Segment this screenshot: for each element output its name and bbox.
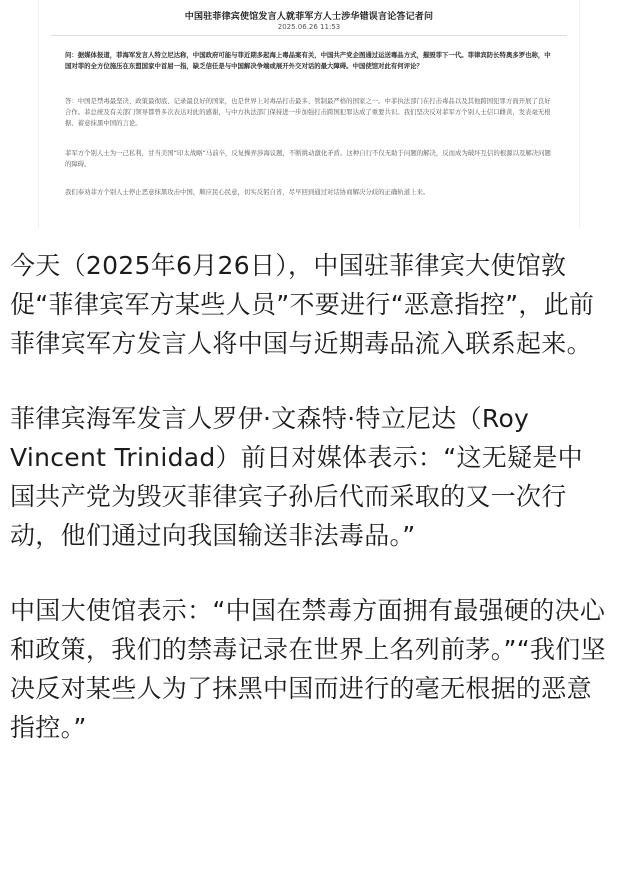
press-release-date: 2025.06.26 11:53 xyxy=(277,23,341,31)
article-paragraph-3: 中国大使馆表示：“中国在禁毒方面拥有最强硬的决心和政策，我们的禁毒记录在世界上名列前茅。”“我们坚决反对某些人为了抹黑中国而进行的毫无根据的恶意指控。” xyxy=(10,596,606,742)
press-release-screenshot xyxy=(38,0,580,228)
press-release-title: 中国驻菲律宾使馆发言人就菲军方人士涉华错误言论答记者问 xyxy=(184,12,434,22)
press-release-answer-1: 答：中国是禁毒最坚决、政策最彻底、记录最良好的国家，也是世界上对毒品打击最多、管制最严格的国家之一。中菲执法部门在打击毒品以及其他跨国犯罪方面开展了良好合作。菲总统及有关部门领导都曾多次表达对此的感谢，与中方执法部门保持进一步加强打击跨国犯罪达成了重要共识。我们坚决反对菲军方个别人士信口雌黄，发表毫无根据、蓄意抹黑中国的言论。 xyxy=(65,97,551,127)
article-paragraph-1: 今天（2025年6月26日），中国驻菲律宾大使馆敦促“菲律宾军方某些人员”不要进行“恶意指控”，此前菲律宾军方发言人将中国与近期毒品流入联系起来。 xyxy=(10,251,595,358)
press-release-answer-3: 我们奉劝菲方个别人士停止恶意抹黑攻击中国，顺应民心民意，切实反躬自省，尽早回到通过对话协商解决分歧的正确轨道上来。 xyxy=(65,188,430,196)
article-body xyxy=(10,246,608,783)
article-paragraph-2: 菲律宾海军发言人罗伊·文森特·特立尼达（Roy Vincent Trinidad）前日对媒体表示：“这无疑是中国共产党为毁灭菲律宾子孙后代而采取的又一次行动，他们通过向我国输送非法毒品。” xyxy=(10,404,583,550)
press-release-question: 问：据媒体报道，菲海军发言人特立尼达称，中国政府可能与菲近期多起海上毒品案有关，中国共产党企图通过运送毒品方式，摧毁菲下一代。菲律宾防长特奥多罗也称，中国对菲的全方位施压在东盟国家中首屈一指，缺乏信任是与中国解决争端或展开外交对话的最大障碍。中国使馆对此有何评论？ xyxy=(65,51,551,70)
press-release-answer-2: 菲军方个别人士为一己私利，甘当美国“印太战略”马前卒，反复操弄涉海议题，不断挑动激化矛盾。这种自行不仅无助于问题的解决，反而成为破坏互信的根源以及解决问题的障碍。 xyxy=(65,149,551,168)
press-release-divider xyxy=(51,35,567,36)
